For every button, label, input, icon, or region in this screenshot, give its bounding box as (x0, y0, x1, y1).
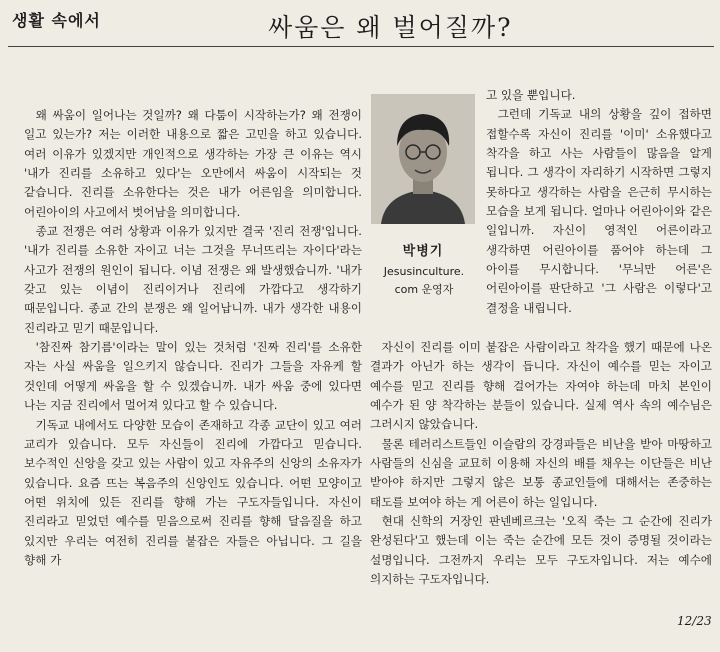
paragraph: 현대 신학의 거장인 판넨베르크는 '오직 죽는 그 순간에 진리가 완성된다'고 했는데 이는 죽는 순간에 모든 것이 증명될 것이라는 설명입니다. 그전까지 우리는 모두 구도자입니다. 저는 예수에 의지하는 구도자입니다. (370, 514, 712, 587)
article-column-left (24, 106, 362, 570)
author-name: 박병기 (402, 244, 444, 259)
author-role: Jesusinculture. com 운영자 (383, 265, 465, 296)
section-label: 생활 속에서 (12, 11, 101, 30)
paragraph: 물론 테러리스트들인 이슬람의 강경파들은 비난을 받아 마땅하고 사람들의 신심을 교묘히 이용해 자신의 배를 채우는 이단들은 비난 받아야 하지만 그렇지 않은 보통 종교인들에 대해서는 존중하는 태도를 보여야 하는 게 어른이 하는 일입니다. (370, 436, 712, 509)
portrait-photo (371, 94, 475, 224)
article-title: 싸움은 왜 벌어질까? (268, 13, 513, 42)
paragraph: 기독교 내에서도 다양한 모습이 존재하고 각종 교단이 있고 여러 교리가 있습니다. 모두 자신들이 진리에 가깝다고 믿습니다. 보수적인 신앙을 갖고 있는 사람이 있고 자유주의 신앙의 소유자가 있습니다. 요즘 뜨는 복음주의 신앙인도 있습니다. 어떤 모양이고 어떤 위치에 있든 진리를 향해 가는 구도자들입니다. 자신이 진리라고 믿었던 예수를 믿음으로써 진리를 향해 달음질을 하고 있지만 우리는 여전히 진리를 붙잡은 자들은 아닙니다. 그 길을 향해 가 (24, 417, 362, 567)
paragraph: 종교 전쟁은 여러 상황과 이유가 있지만 결국 '진리 전쟁'입니다. '내가 진리를 소유한 자이고 너는 그것을 무너뜨리는 자이다'라는 사고가 전쟁의 원인이 됩니다. 이념 전쟁은 왜 발생했습니까. '내가 갖고 있는 이념이 진리이거나 진리에 가깝다고 생각하기 때문입니다. 종교 간의 분쟁은 왜 일어납니까. 내가 생각한 내용이 진리라고 믿기 때문입니다. (24, 224, 362, 335)
paragraph: 왜 싸움이 일어나는 것일까? 왜 다툼이 시작하는가? 왜 전쟁이 일고 있는가? 저는 이러한 내용으로 짧은 고민을 하고 있습니다. 여러 이유가 있겠지만 개인적으로 생각하는 가장 큰 이유는 역시 '내가 진리를 소유하고 있다'는 오만에서 싸움이 시작되는 것 같습니다. 진리를 소유한다는 것은 내가 어른임을 의미합니다. 어린아이의 사고에서 벗어남을 의미합니다. (24, 108, 362, 219)
handwritten-date-mark: 12/23 (677, 614, 712, 628)
article-column-right-top (486, 86, 712, 318)
article-column-right-bottom (370, 338, 712, 589)
author-photo (371, 94, 475, 224)
paragraph: 그런데 기독교 내의 상황을 깊이 접하면 접할수록 자신이 진리를 '이미' 소유했다고 착각을 하고 사는 사람들이 많음을 알게 됩니다. 그 생각이 자리하기 시작하면 그렇지 못하다고 생각하는 사람을 은근히 무시하는 모습을 보게 됩니다. 얼마나 어린아이와 같은 일입니까. 자신이 영적인 어른이라고 생각하면 어린아이를 품어야 하는데 그 아이를 무시합니다. '무늬만 어른'은 어린아이를 판단하고 '그 사람은 이렇다'고 결정을 내립니다. (486, 107, 712, 315)
paragraph: 고 있을 뿐입니다. (486, 88, 576, 102)
header-divider (8, 46, 714, 47)
paragraph: 자신이 진리를 이미 붙잡은 사람이라고 착각을 했기 때문에 나온 결과가 아닌가 하는 생각이 듭니다. 자신이 예수를 믿는 자이고 예수를 믿고 진리를 향해 걸어가는 자여야 하는데 마치 본인이 예수가 된 양 착각하는 분들이 있습니다. 실제 역사 속의 예수님은 그러시지 않았습니다. (370, 340, 712, 432)
paragraph: '참진짜 참기름'이라는 말이 있는 것처럼 '진짜 진리'를 소유한 자는 사실 싸움을 일으키지 않습니다. 진리가 그들을 자유케 할 것인데 어떻게 싸움을 할 수 있겠습니까. 내가 싸움 중에 있다면 나는 지금 진리에서 멀어져 있다고 할 수 있습니다. (24, 340, 362, 413)
